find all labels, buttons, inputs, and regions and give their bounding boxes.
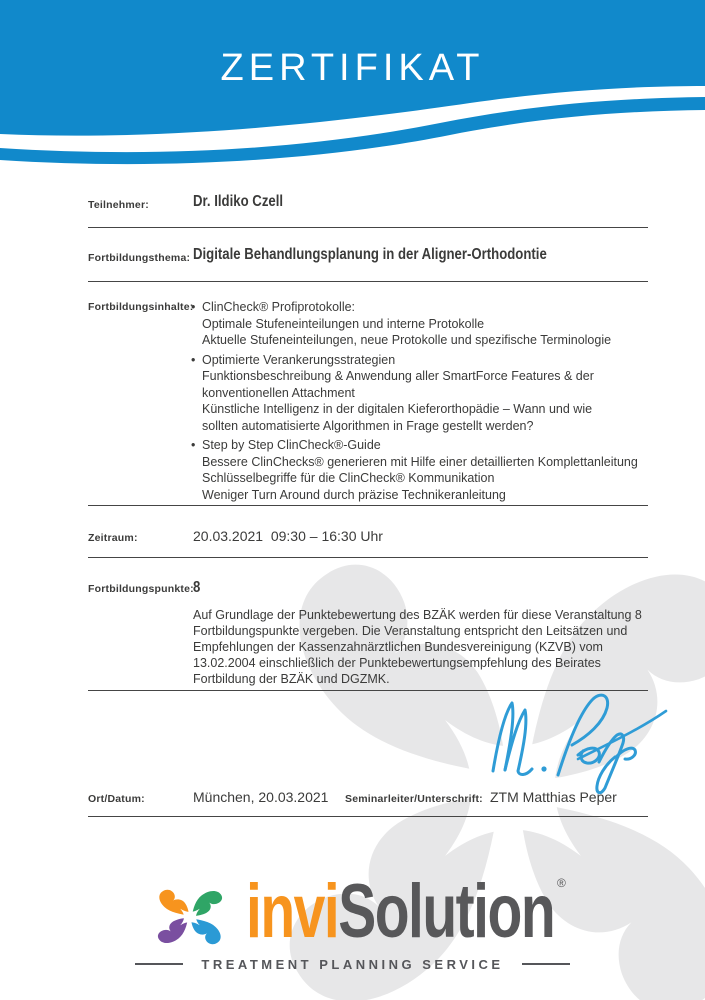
contents-list [192,299,672,506]
tagline-row [0,954,705,974]
separator [88,557,648,558]
logo-word-invi: invi [246,869,339,954]
content-line: sollten automatisierte Algorithmen in Frage gestellt werden? [202,418,534,433]
value-ort-datum: München, 20.03.2021 [193,789,329,805]
content-line: konventionellen Attachment [202,385,355,400]
bullet-group [192,299,672,349]
content-line: Optimale Stufeneinteilungen und interne Protokolle [202,316,485,331]
content-line: Funktionsbeschreibung & Anwendung aller SmartForce Features & der [202,369,594,383]
value-teilnehmer: Dr. Ildiko Czell [193,193,284,210]
points-note: Auf Grundlage der Punktebewertung des BZÄK werden für diese Veranstaltung 8 Fortbildungspunkte vergeben. Die Veranstaltung entspricht den Leitsätzen und Empfehlungen der Kassenzahnärztlichen Bundesvereinigung (KZVB) vom 13.02.2004 einschließlich der Punktebewertungsempfehlung des Beirates Fortbildung der BZÄK und DGZMK. [193,608,642,686]
label-seminarleiter: Seminarleiter/Unterschrift: [345,793,483,805]
value-fortbildungsthema: Digitale Behandlungsplanung in der Aligner-Orthodontie [193,246,547,263]
separator [88,816,648,817]
separator [88,227,648,228]
label-fortbildungspunkte: Fortbildungspunkte: [88,583,194,595]
label-teilnehmer: Teilnehmer: [88,199,149,211]
bullet-group [192,352,672,435]
bullet-group [192,437,672,503]
value-seminarleiter: ZTM Matthias Peper [490,789,617,805]
tagline-rule-right [522,963,570,965]
logo-wordmark [246,869,555,954]
content-line: • ClinCheck® Profiprotokolle: [192,299,672,316]
content-line: Bessere ClinChecks® generieren mit Hilfe einer detaillierten Komplettanleitung [202,454,638,469]
label-ort-datum: Ort/Datum: [88,793,145,805]
content-line: Schlüsselbegriffe für die ClinCheck® Kommunikation [202,471,495,485]
content-line: Weniger Turn Around durch präzise Technikeranleitung [202,487,506,502]
separator [88,281,648,282]
registered-mark: ® [557,876,566,890]
value-zeitraum: 20.03.2021 09:30 – 16:30 Uhr [193,528,383,544]
content-line: Aktuelle Stufeneinteilungen, neue Protokolle und spezifische Terminologie [202,333,612,347]
content-line: • Optimierte Verankerungsstrategien [192,352,672,369]
value-fortbildungspunkte: 8 [193,579,201,596]
tagline-rule-left [135,963,183,965]
content-line: Künstliche Intelligenz in der digitalen Kieferorthopädie – Wann und wie [202,402,593,416]
label-fortbildungsthema: Fortbildungsthema: [88,252,191,264]
separator [88,505,648,506]
logo-word-solution: Solution [338,869,555,954]
logo-tagline: TREATMENT PLANNING SERVICE [201,956,504,972]
content-line: • Step by Step ClinCheck®-Guide [192,437,672,454]
invisolution-logo-icon [144,878,236,956]
page-title: ZERTIFIKAT [220,47,485,89]
label-fortbildungsinhalte: Fortbildungsinhalte: [88,301,194,313]
label-zeitraum: Zeitraum: [88,532,138,544]
signature [460,683,675,798]
